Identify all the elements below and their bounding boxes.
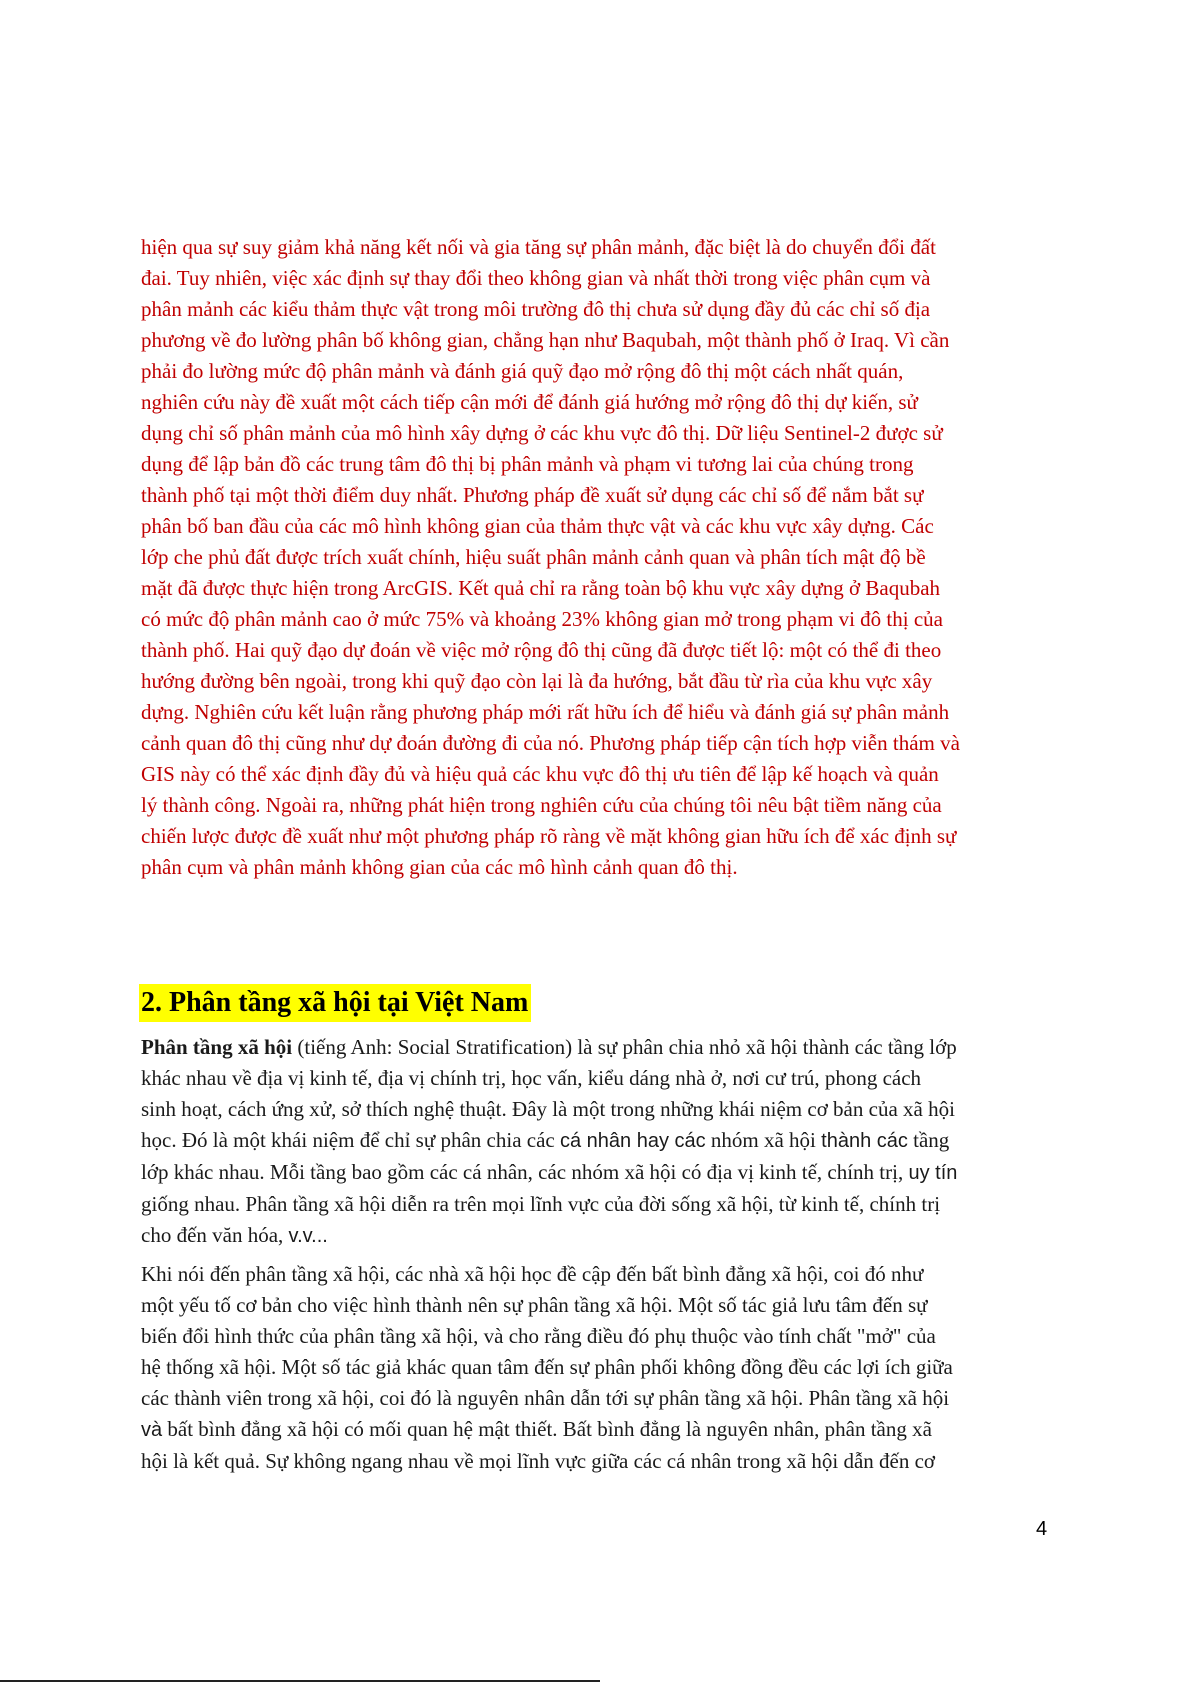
line-text: cho đến văn hóa,	[141, 1223, 289, 1247]
line-text-sans: uy tín	[908, 1162, 958, 1184]
line-text: tầng	[907, 1128, 950, 1152]
definition-paragraph	[141, 1032, 1071, 1252]
line-text: nhóm xã hội	[705, 1128, 822, 1152]
abstract-line: phải đo lường mức độ phân mảnh và đánh giá quỹ đạo mở rộng đô thị một cách nhất quán,	[141, 359, 904, 383]
page-bottom-rule	[0, 1680, 600, 1682]
abstract-line: cảnh quan đô thị cũng như dự đoán đường đi của nó. Phương pháp tiếp cận tích hợp viễn thám và	[141, 731, 960, 755]
term-bold: Phân tầng xã hội	[141, 1035, 293, 1059]
paragraph-line: biến đổi hình thức của phân tầng xã hội, và cho rằng điều đó phụ thuộc vào tính chất "mở" của	[141, 1324, 936, 1348]
abstract-line: dụng chỉ số phân mảnh của mô hình xây dựng ở các khu vực đô thị. Dữ liệu Sentinel-2 được sử	[141, 421, 943, 445]
line-text: học. Đó là một khái niệm để chỉ sự phân chia các	[141, 1128, 560, 1152]
line-text-sans: cá nhân hay các	[560, 1130, 706, 1152]
abstract-line: hướng đường bên ngoài, trong khi quỹ đạo còn lại là đa hướng, bắt đầu từ rìa của khu vực xây	[141, 669, 933, 693]
paragraph-line: Khi nói đến phân tầng xã hội, các nhà xã hội học đề cập đến bất bình đẳng xã hội, coi đó như	[141, 1262, 924, 1286]
paragraph-line	[141, 1220, 1071, 1252]
abstract-line: thành phố tại một thời điểm duy nhất. Phương pháp đề xuất sử dụng các chỉ số để nắm bắt sự	[141, 483, 924, 507]
paragraph-line: sinh hoạt, cách ứng xử, sở thích nghệ thuật. Đây là một trong những khái niệm cơ bản của xã hội	[141, 1097, 955, 1121]
abstract-line: phương về đo lường phân bố không gian, chẳng hạn như Baqubah, một thành phố ở Iraq. Vì cần	[141, 328, 950, 352]
paragraph-line: một yếu tố cơ bản cho việc hình thành nên sự phân tầng xã hội. Một số tác giả lưu tâm đến sự	[141, 1293, 928, 1317]
abstract-line: dụng để lập bản đồ các trung tâm đô thị bị phân mảnh và phạm vi tương lai của chúng trong	[141, 452, 914, 476]
discussion-paragraph	[141, 1259, 1071, 1477]
paragraph-line: khác nhau về địa vị kinh tế, địa vị chính trị, học vấn, kiểu dáng nhà ở, nơi cư trú, phong cách	[141, 1066, 922, 1090]
abstract-line: dựng. Nghiên cứu kết luận rằng phương pháp mới rất hữu ích để hiểu và đánh giá sự phân mảnh	[141, 700, 950, 724]
paragraph-line: hội là kết quả. Sự không ngang nhau về mọi lĩnh vực giữa các cá nhân trong xã hội dẫn đến cơ	[141, 1449, 936, 1473]
abstract-line: đai. Tuy nhiên, việc xác định sự thay đổi theo không gian và nhất thời trong việc phân cụm và	[141, 266, 931, 290]
abstract-paragraph	[141, 232, 1061, 883]
abstract-line: thành phố. Hai quỹ đạo dự đoán về việc mở rộng đô thị cũng đã được tiết lộ: một có thể đi theo	[141, 638, 942, 662]
paragraph-line	[141, 1125, 1071, 1157]
abstract-line: nghiên cứu này đề xuất một cách tiếp cận mới để đánh giá hướng mở rộng đô thị dự kiến, sử	[141, 390, 918, 414]
line-text: bất bình đẳng xã hội có mối quan hệ mật thiết. Bất bình đẳng là nguyên nhân, phân tầng xã	[162, 1417, 932, 1441]
paragraph-line	[141, 1157, 1071, 1189]
line-text: lớp khác nhau. Mỗi tầng bao gồm các cá nhân, các nhóm xã hội có địa vị kinh tế, chính trị,	[141, 1160, 909, 1184]
line-text-sans: thành các	[821, 1130, 908, 1152]
abstract-line: phân bố ban đầu của các mô hình không gian của thảm thực vật và các khu vực xây dựng. Các	[141, 514, 934, 538]
paragraph-line	[141, 1414, 1071, 1446]
abstract-line: GIS này có thể xác định đầy đủ và hiệu quả các khu vực đô thị ưu tiên để lập kế hoạch và quản	[141, 762, 939, 786]
paragraph-line: các thành viên trong xã hội, coi đó là nguyên nhân dẫn tới sự phân tầng xã hội. Phân tầng xã hội	[141, 1386, 950, 1410]
abstract-line: lý thành công. Ngoài ra, những phát hiện trong nghiên cứu của chúng tôi nêu bật tiềm năng của	[141, 793, 942, 817]
line-text-sans: và	[141, 1419, 163, 1441]
line-text: (tiếng Anh: Social Stratification) là sự phân chia nhỏ xã hội thành các tầng lớp	[292, 1035, 957, 1059]
page-number: 4	[1036, 1518, 1048, 1540]
paragraph-line: giống nhau. Phân tầng xã hội diễn ra trên mọi lĩnh vực của đời sống xã hội, từ kinh tế, chính trị	[141, 1192, 941, 1216]
section-heading: 2. Phân tầng xã hội tại Việt Nam	[139, 984, 531, 1022]
abstract-line: hiện qua sự suy giảm khả năng kết nối và gia tăng sự phân mảnh, đặc biệt là do chuyển đổi đất	[141, 235, 936, 259]
abstract-line: mặt đã được thực hiện trong ArcGIS. Kết quả chỉ ra rằng toàn bộ khu vực xây dựng ở Baqubah	[141, 576, 941, 600]
abstract-line: phân cụm và phân mảnh không gian của các mô hình cảnh quan đô thị.	[141, 855, 738, 879]
line-text-sans: v.v...	[288, 1225, 328, 1247]
paragraph-line: hệ thống xã hội. Một số tác giả khác quan tâm đến sự phân phối không đồng đều các lợi ích giữa	[141, 1355, 953, 1379]
abstract-line: lớp che phủ đất được trích xuất chính, hiệu suất phân mảnh cảnh quan và phân tích mật độ bề	[141, 545, 926, 569]
abstract-line: có mức độ phân mảnh cao ở mức 75% và khoảng 23% không gian mở trong phạm vi đô thị của	[141, 607, 943, 631]
abstract-line: chiến lược được đề xuất như một phương pháp rõ ràng về mặt không gian hữu ích để xác định sự	[141, 824, 957, 848]
abstract-line: phân mảnh các kiểu thảm thực vật trong môi trường đô thị chưa sử dụng đầy đủ các chỉ số địa	[141, 297, 931, 321]
paragraph-line	[141, 1032, 1071, 1063]
